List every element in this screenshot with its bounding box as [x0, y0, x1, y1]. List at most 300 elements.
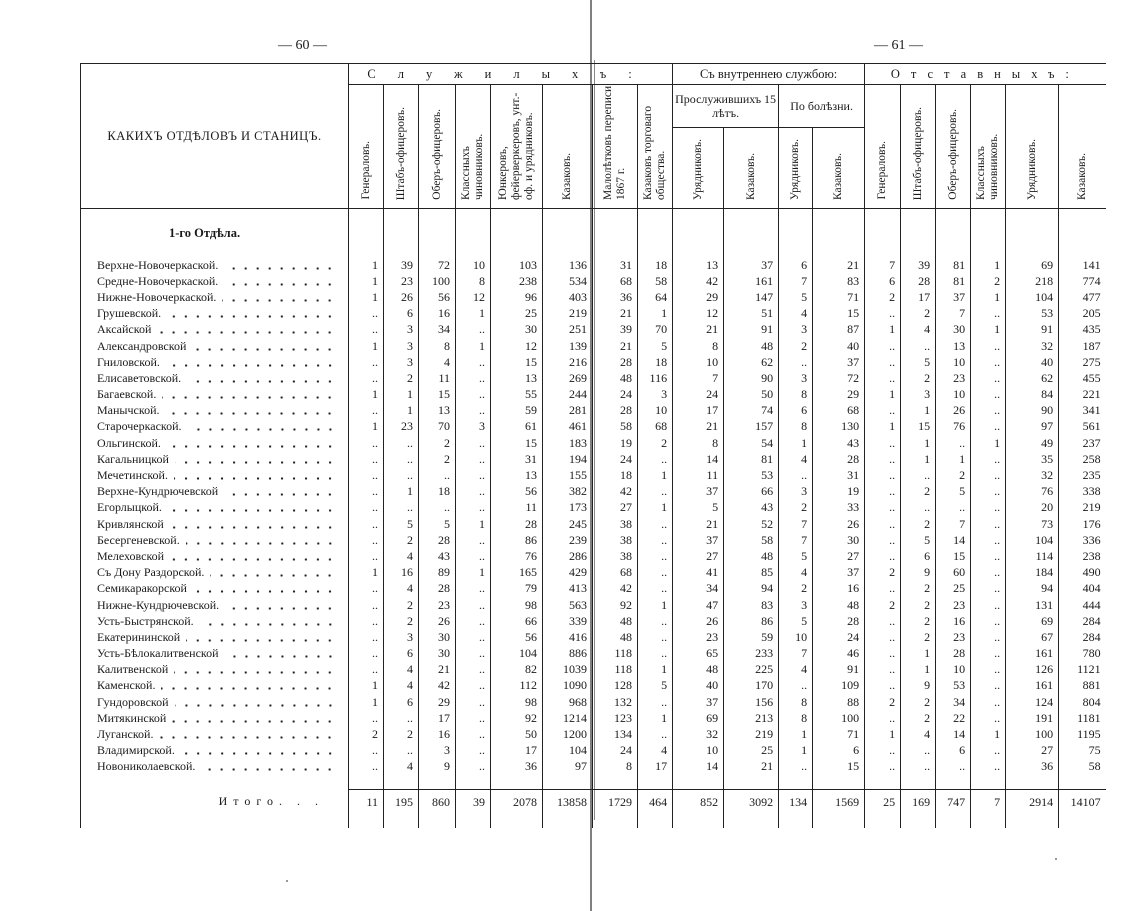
value-cell: .. [936, 435, 971, 451]
value-cell: 1 [971, 257, 1006, 273]
value-cell: .. [971, 597, 1006, 613]
dot-leader [161, 687, 336, 690]
stanitsa-name: Митякинской [97, 710, 167, 725]
table-row [81, 726, 1106, 742]
value-cell: 3 [638, 387, 673, 403]
value-cell: 219 [543, 306, 593, 322]
value-cell: .. [349, 759, 384, 775]
value-cell: .. [419, 467, 456, 483]
value-cell: 25 [724, 743, 779, 759]
spacer [1006, 775, 1059, 790]
dot-leader [186, 639, 336, 642]
stanitsa-name: Новониколаевской. [97, 759, 196, 774]
value-cell: 2 [901, 694, 936, 710]
value-cell: 37 [673, 694, 724, 710]
value-cell: 10 [936, 662, 971, 678]
table-row [81, 435, 1106, 451]
value-cell: 403 [543, 289, 593, 305]
column-header-18 [1059, 85, 1106, 209]
section-spacer [384, 209, 419, 258]
value-cell: 34 [673, 581, 724, 597]
value-cell: 14 [936, 532, 971, 548]
value-cell: .. [638, 629, 673, 645]
stanitsa-name: Средне-Новочеркаской. [97, 273, 219, 288]
value-cell: 1 [638, 306, 673, 322]
value-cell: 1 [349, 257, 384, 273]
section-spacer [419, 209, 456, 258]
value-cell: 4 [901, 726, 936, 742]
column-header-label: Оберъ-офицеровъ. [430, 109, 443, 200]
table-row [81, 289, 1106, 305]
value-cell: 6 [936, 743, 971, 759]
value-cell: 28 [813, 613, 865, 629]
value-cell: 6 [865, 273, 901, 289]
value-cell: 18 [419, 484, 456, 500]
value-cell: .. [349, 500, 384, 516]
value-cell: 29 [673, 289, 724, 305]
value-cell: .. [384, 467, 419, 483]
value-cell: 341 [1059, 403, 1106, 419]
value-cell: 25 [491, 306, 543, 322]
stanitsa-name-cell [81, 419, 349, 435]
stanitsa-name-wrap [97, 614, 336, 629]
value-cell: .. [901, 759, 936, 775]
value-cell: .. [349, 597, 384, 613]
value-cell: 81 [936, 257, 971, 273]
value-cell: .. [971, 759, 1006, 775]
value-cell: 780 [1059, 646, 1106, 662]
value-cell: 6 [384, 646, 419, 662]
value-cell: 477 [1059, 289, 1106, 305]
value-cell: .. [349, 306, 384, 322]
dot-leader [172, 720, 336, 723]
stanitsa-name-cell [81, 322, 349, 338]
value-cell: 23 [419, 597, 456, 613]
value-cell: 11 [673, 467, 724, 483]
value-cell: 24 [673, 387, 724, 403]
value-cell: 2 [865, 289, 901, 305]
value-cell: 76 [936, 419, 971, 435]
value-cell: 534 [543, 273, 593, 289]
value-cell: 16 [384, 565, 419, 581]
value-cell: 1 [384, 484, 419, 500]
dot-leader [193, 590, 336, 593]
value-cell: .. [865, 710, 901, 726]
value-cell: 66 [491, 613, 543, 629]
value-cell: .. [349, 646, 384, 662]
value-cell: .. [779, 467, 813, 483]
stanitsa-name: Гундоровской [97, 694, 169, 709]
value-cell: 114 [1006, 548, 1059, 564]
value-cell: .. [971, 370, 1006, 386]
value-cell: 1 [456, 338, 491, 354]
value-cell: 91 [724, 322, 779, 338]
value-cell: .. [638, 646, 673, 662]
table-row [81, 613, 1106, 629]
subgroup-served15: Прослужившихъ 15 лѣтъ. [673, 85, 779, 128]
value-cell: 40 [673, 678, 724, 694]
table-row [81, 403, 1106, 419]
value-cell: .. [865, 370, 901, 386]
stanitsa-name-cell [81, 629, 349, 645]
value-cell: 455 [1059, 370, 1106, 386]
speck [286, 880, 288, 882]
value-cell: 28 [419, 581, 456, 597]
value-cell: .. [638, 484, 673, 500]
stanitsa-name: Семикаракорской [97, 581, 187, 596]
table-row [81, 565, 1106, 581]
total-value-cell: 1729 [593, 790, 638, 815]
dot-leader [188, 428, 336, 431]
value-cell: 48 [593, 629, 638, 645]
value-cell: 67 [1006, 629, 1059, 645]
value-cell: 2 [384, 532, 419, 548]
value-cell: .. [865, 467, 901, 483]
stanitsa-name-cell [81, 548, 349, 564]
value-cell: 27 [813, 548, 865, 564]
value-cell: 68 [638, 419, 673, 435]
value-cell: 10 [779, 629, 813, 645]
value-cell: .. [349, 435, 384, 451]
value-cell: 88 [813, 694, 865, 710]
value-cell: 3 [779, 322, 813, 338]
stanitsa-name-wrap [97, 630, 336, 645]
value-cell: 490 [1059, 565, 1106, 581]
value-cell: .. [456, 548, 491, 564]
value-cell: 26 [673, 613, 724, 629]
value-cell: 58 [638, 273, 673, 289]
value-cell: 31 [593, 257, 638, 273]
value-cell: 1 [456, 565, 491, 581]
value-cell: 72 [813, 370, 865, 386]
value-cell: 37 [936, 289, 971, 305]
dot-leader [225, 607, 336, 610]
spacer [779, 775, 813, 790]
column-header-3 [419, 85, 456, 209]
total-value-cell: 2078 [491, 790, 543, 815]
value-cell: 104 [491, 646, 543, 662]
value-cell: 30 [419, 629, 456, 645]
value-cell: 10 [673, 354, 724, 370]
value-cell: .. [971, 629, 1006, 645]
value-cell: 92 [593, 597, 638, 613]
value-cell: 62 [1006, 370, 1059, 386]
spacer [419, 775, 456, 790]
value-cell: 48 [724, 338, 779, 354]
stanitsa-name-cell [81, 581, 349, 597]
value-cell: 25 [936, 581, 971, 597]
value-cell: 38 [593, 532, 638, 548]
value-cell: 123 [593, 710, 638, 726]
value-cell: 1 [901, 662, 936, 678]
value-cell: 284 [1059, 629, 1106, 645]
value-cell: 2 [901, 597, 936, 613]
value-cell: 1 [638, 500, 673, 516]
value-cell: 233 [724, 646, 779, 662]
spacer [724, 814, 779, 828]
value-cell: 94 [1006, 581, 1059, 597]
value-cell: 8 [593, 759, 638, 775]
value-cell: 15 [491, 354, 543, 370]
section-spacer [971, 209, 1006, 258]
spacer [456, 775, 491, 790]
value-cell: .. [865, 306, 901, 322]
stanitsa-name-wrap [97, 695, 336, 710]
dot-leader [166, 364, 336, 367]
stanitsa-name-cell [81, 646, 349, 662]
column-header-7 [593, 85, 638, 209]
section-spacer [936, 209, 971, 258]
value-cell: 128 [593, 678, 638, 694]
value-cell: .. [901, 500, 936, 516]
value-cell: 29 [813, 387, 865, 403]
value-cell: 17 [419, 710, 456, 726]
stanitsa-name: Грушевской. [97, 306, 162, 321]
column-header-17 [1006, 85, 1059, 209]
stanitsa-name-wrap [97, 662, 336, 677]
value-cell: 85 [724, 565, 779, 581]
value-cell: 23 [384, 273, 419, 289]
value-cell: 18 [638, 354, 673, 370]
value-cell: .. [971, 662, 1006, 678]
value-cell: 774 [1059, 273, 1106, 289]
value-cell: .. [971, 403, 1006, 419]
total-value-cell: 464 [638, 790, 673, 815]
total-value-cell: 2914 [1006, 790, 1059, 815]
value-cell: 4 [384, 678, 419, 694]
spacer [593, 775, 638, 790]
value-cell: 7 [936, 306, 971, 322]
value-cell: 28 [419, 532, 456, 548]
dot-leader [174, 671, 336, 674]
dot-leader [168, 509, 336, 512]
value-cell: 54 [724, 435, 779, 451]
page-number-left: — 60 — [278, 38, 327, 53]
stanitsa-name-wrap [97, 306, 336, 321]
value-cell: 74 [724, 403, 779, 419]
dot-leader [162, 396, 336, 399]
value-cell: 21 [593, 306, 638, 322]
value-cell: 416 [543, 629, 593, 645]
spacer [813, 814, 865, 828]
value-cell: 235 [1059, 467, 1106, 483]
stanitsa-name: Усть-Бѣлокалитвенской [97, 646, 219, 661]
table-row [81, 500, 1106, 516]
spacer [724, 775, 779, 790]
value-cell: 184 [1006, 565, 1059, 581]
value-cell: 116 [638, 370, 673, 386]
value-cell: .. [971, 694, 1006, 710]
dot-leader [165, 412, 336, 415]
value-cell: .. [936, 500, 971, 516]
value-cell: 170 [724, 678, 779, 694]
table-row [81, 710, 1106, 726]
value-cell: .. [865, 484, 901, 500]
value-cell: 8 [673, 435, 724, 451]
stanitsa-name: Манычской. [97, 403, 160, 418]
value-cell: .. [638, 548, 673, 564]
value-cell: .. [456, 726, 491, 742]
value-cell: 32 [673, 726, 724, 742]
spacer [865, 775, 901, 790]
value-cell: 118 [593, 646, 638, 662]
section-spacer [865, 209, 901, 258]
value-cell: 39 [384, 257, 419, 273]
section-spacer [638, 209, 673, 258]
value-cell: 34 [936, 694, 971, 710]
value-cell: 4 [384, 759, 419, 775]
value-cell: 5 [673, 500, 724, 516]
stanitsa-name-cell [81, 306, 349, 322]
dot-leader [159, 736, 336, 739]
value-cell: .. [456, 597, 491, 613]
spacer [901, 814, 936, 828]
value-cell: .. [936, 759, 971, 775]
value-cell: .. [456, 387, 491, 403]
table-row [81, 338, 1106, 354]
value-cell: 124 [1006, 694, 1059, 710]
spacer [971, 814, 1006, 828]
value-cell: 1 [349, 289, 384, 305]
stanitsa-name: Нижне-Новочеркаской. [97, 289, 217, 304]
value-cell: .. [456, 500, 491, 516]
value-cell: .. [901, 743, 936, 759]
stanitsa-name-cell [81, 257, 349, 273]
total-value-cell: 195 [384, 790, 419, 815]
column-header-16 [971, 85, 1006, 209]
value-cell: 6 [779, 403, 813, 419]
value-cell: 2 [779, 500, 813, 516]
value-cell: 2 [865, 597, 901, 613]
value-cell: .. [779, 759, 813, 775]
value-cell: 118 [593, 662, 638, 678]
value-cell: 90 [724, 370, 779, 386]
value-cell: 91 [1006, 322, 1059, 338]
stanitsa-name-wrap [97, 598, 336, 613]
value-cell: 3 [456, 419, 491, 435]
value-cell: 2 [971, 273, 1006, 289]
table-row [81, 532, 1106, 548]
dot-leader [170, 558, 336, 561]
value-cell: .. [456, 435, 491, 451]
value-cell: 30 [491, 322, 543, 338]
value-cell: 1 [349, 694, 384, 710]
value-cell: 1 [779, 435, 813, 451]
section-spacer [813, 209, 865, 258]
value-cell: 69 [1006, 613, 1059, 629]
value-cell: 24 [593, 387, 638, 403]
value-cell: 1 [638, 662, 673, 678]
value-cell: 26 [384, 289, 419, 305]
column-header-label: Казаковъ. [1075, 153, 1088, 200]
value-cell: 8 [779, 694, 813, 710]
dot-leader [222, 299, 336, 302]
stanitsa-name-cell [81, 484, 349, 500]
value-cell: 19 [813, 484, 865, 500]
dot-leader [167, 445, 336, 448]
value-cell: 286 [543, 548, 593, 564]
value-cell: 43 [813, 435, 865, 451]
value-cell: 4 [419, 354, 456, 370]
value-cell: 86 [724, 613, 779, 629]
value-cell: 1 [865, 726, 901, 742]
dot-leader [225, 655, 336, 658]
value-cell: 13 [491, 467, 543, 483]
section-spacer [673, 209, 724, 258]
value-cell: .. [865, 354, 901, 370]
value-cell: 4 [779, 451, 813, 467]
value-cell: 76 [491, 548, 543, 564]
value-cell: 15 [419, 387, 456, 403]
value-cell: 81 [724, 451, 779, 467]
section-spacer [543, 209, 593, 258]
value-cell: 1195 [1059, 726, 1106, 742]
value-cell: 58 [1059, 759, 1106, 775]
value-cell: 28 [593, 354, 638, 370]
column-header-label: Классныхъ чиновниковъ. [975, 133, 1001, 200]
total-value-cell: 169 [901, 790, 936, 815]
value-cell: 4 [384, 581, 419, 597]
dot-leader [192, 348, 336, 351]
value-cell: 165 [491, 565, 543, 581]
value-cell: .. [971, 451, 1006, 467]
value-cell: 2 [419, 435, 456, 451]
stanitsa-name-cell [81, 516, 349, 532]
value-cell: 1 [901, 403, 936, 419]
value-cell: 3 [419, 743, 456, 759]
value-cell: 1 [865, 322, 901, 338]
value-cell: .. [971, 387, 1006, 403]
spacer [638, 775, 673, 790]
dot-leader [181, 752, 336, 755]
value-cell: 82 [491, 662, 543, 678]
spacer [971, 775, 1006, 790]
table-row [81, 629, 1106, 645]
value-cell: .. [384, 451, 419, 467]
stanitsa-name-cell [81, 451, 349, 467]
spacer [491, 775, 543, 790]
value-cell: 3 [901, 387, 936, 403]
value-cell: 2 [901, 484, 936, 500]
value-cell: 109 [813, 678, 865, 694]
value-cell: .. [349, 484, 384, 500]
stanitsa-name: Луганской. [97, 727, 154, 742]
value-cell: 2 [384, 370, 419, 386]
value-cell: .. [349, 354, 384, 370]
value-cell: 104 [1006, 532, 1059, 548]
dot-leader [210, 574, 336, 577]
value-cell: 11 [419, 370, 456, 386]
stanitsa-name-cell [81, 743, 349, 759]
value-cell: .. [865, 662, 901, 678]
column-header-11 [779, 128, 813, 209]
value-cell: 147 [724, 289, 779, 305]
value-cell: 30 [936, 322, 971, 338]
value-cell: 40 [1006, 354, 1059, 370]
stanitsa-name-wrap [97, 711, 336, 726]
value-cell: 68 [593, 273, 638, 289]
value-cell: 1121 [1059, 662, 1106, 678]
value-cell: .. [865, 743, 901, 759]
value-cell: 1 [456, 306, 491, 322]
table-row [81, 370, 1106, 386]
value-cell: 7 [779, 273, 813, 289]
value-cell: 13 [673, 257, 724, 273]
value-cell: 5 [779, 613, 813, 629]
dot-leader [157, 331, 336, 334]
value-cell: .. [901, 338, 936, 354]
spacer [1006, 814, 1059, 828]
